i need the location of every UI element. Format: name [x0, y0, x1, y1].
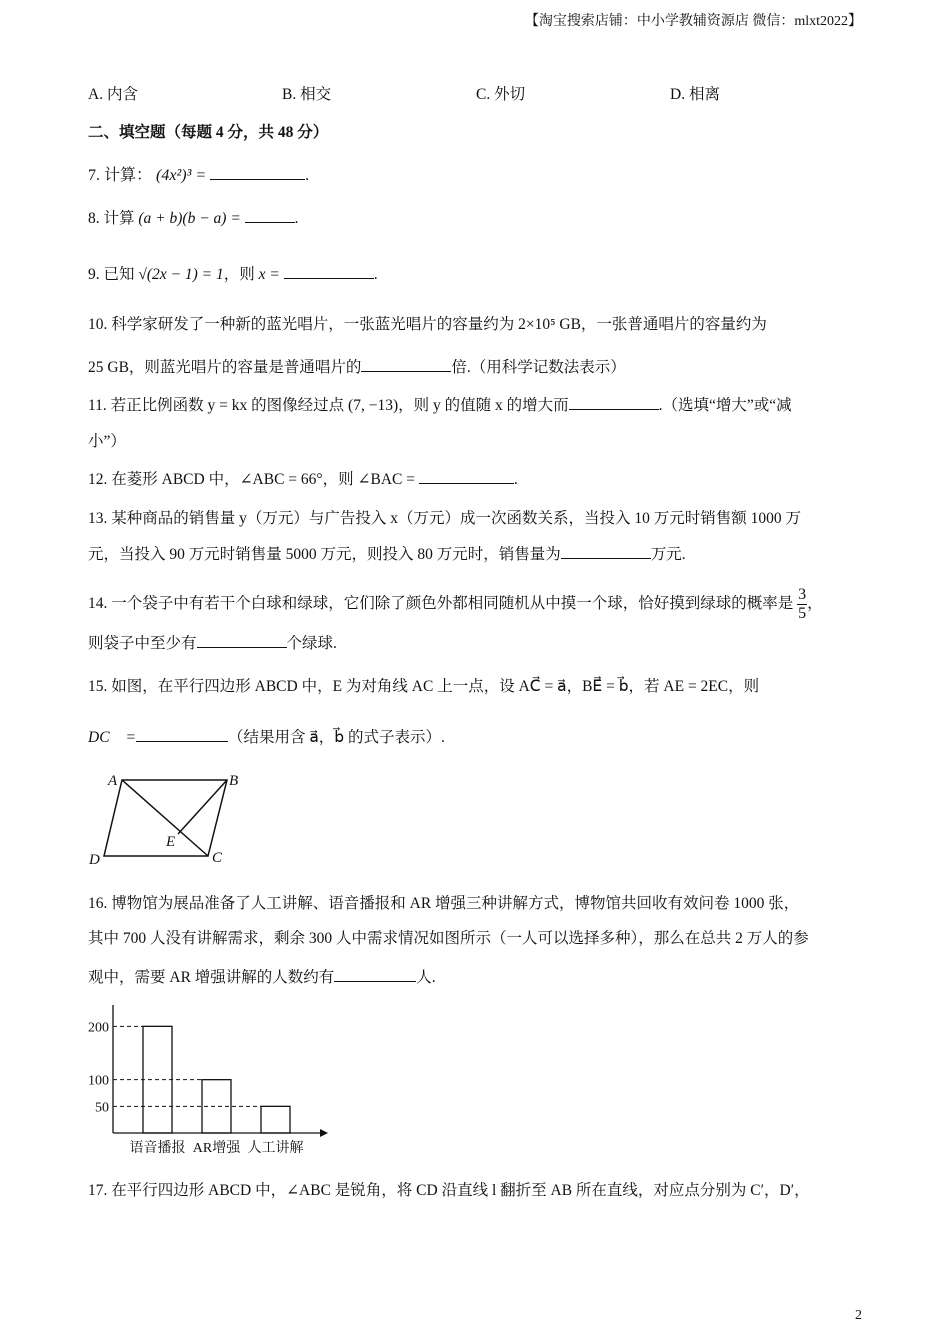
question-16-line2: 其中 700 人没有讲解需求，剩余 300 人中需求情况如图所示（一人可以选择多种），那么在总共 2 万人的参: [88, 930, 809, 947]
question-11-line1: [88, 393, 792, 415]
diagonal-ac: [122, 780, 208, 856]
q15-expr: DC⃗ =: [88, 729, 136, 746]
option-c: C. 外切: [476, 86, 526, 103]
label-c: C: [212, 850, 223, 866]
question-11-line2: 小”）: [88, 433, 126, 450]
fraction: [797, 586, 807, 623]
label-b: B: [229, 773, 239, 789]
option-a: A. 内含: [88, 86, 138, 103]
q9-expr: √(2x − 1) = 1: [138, 266, 224, 283]
category-label: 人工讲解: [247, 1141, 304, 1156]
option-d: D. 相离: [670, 86, 720, 103]
q16-text: 观中，需要 AR 增强讲解的人数约有: [88, 969, 335, 986]
q9-text: 9. 已知: [88, 266, 135, 283]
question-10-line2: [88, 355, 626, 377]
answer-blank: [197, 633, 287, 648]
category-label: 语音播报: [129, 1141, 186, 1156]
bar-2: [261, 1106, 290, 1133]
q13-text: 元，当投入 90 万元时销售量 5000 万元，则投入 80 万元时，销售量为: [88, 546, 561, 563]
answer-blank: [245, 208, 295, 223]
answer-blank: [136, 727, 228, 742]
question-15-line1: 15. 如图，在平行四边形 ABCD 中，E 为对角线 AC 上一点，设 AC⃗ = a⃗，BE⃗ = b⃗，若 AE = 2EC，则: [88, 678, 760, 695]
q8-expr: (a + b)(b − a) =: [138, 210, 241, 227]
question-14-line2: [88, 631, 337, 653]
question-17-line1: 17. 在平行四边形 ABCD 中，∠ABC 是锐角，将 CD 沿直线 l 翻折至 AB 所在直线，对应点分别为 C′，D′，: [88, 1182, 810, 1199]
q15-text-end: （结果用含 a⃗，b⃗ 的式子表示）.: [227, 729, 445, 746]
q10-text-end: 倍.（用科学记数法表示）: [451, 359, 626, 376]
option-b: B. 相交: [282, 86, 332, 103]
q14-comma: ，: [807, 595, 823, 613]
denominator: 5: [798, 605, 807, 622]
q14-text-2: 则袋子中至少有: [88, 635, 197, 652]
q7-text: 7. 计算：: [88, 167, 153, 184]
question-16-line3: [88, 965, 436, 987]
q9-post: .: [373, 266, 378, 283]
question-7: [88, 162, 309, 185]
q12-post: .: [513, 471, 518, 488]
y-tick-label: 50: [95, 1100, 109, 1116]
answer-blank: [569, 395, 659, 410]
label-e: E: [166, 834, 176, 850]
answer-blank: [334, 967, 416, 982]
q13-text-end: 万元.: [650, 546, 686, 563]
page-header: 【淘宝搜索店铺：中小学教辅资源店 微信：mlxt2022】: [524, 14, 862, 29]
label-d: D: [89, 852, 100, 868]
bar-chart: [80, 1000, 340, 1172]
category-label: AR增强: [192, 1141, 241, 1156]
numerator: 3: [798, 586, 807, 603]
question-9: [88, 262, 378, 284]
q9-mid: ，则: [223, 266, 255, 283]
question-8: [88, 206, 299, 228]
y-tick-label: 100: [88, 1073, 109, 1089]
q11-text-end: .（选填“增大”或“减: [658, 397, 792, 414]
answer-blank: [361, 357, 451, 372]
parallelogram-figure: [80, 760, 260, 872]
answer-blank: [419, 469, 514, 484]
question-14-line1: [88, 586, 823, 623]
q14-text-end: 个绿球.: [286, 635, 337, 652]
y-tick-label: 200: [88, 1020, 109, 1036]
answer-blank: [561, 544, 651, 559]
question-10-line1: 10. 科学家研发了一种新的蓝光唱片，一张蓝光唱片的容量约为 2×10⁵ GB，一张普通唱片的容量约为: [88, 316, 767, 333]
answer-blank: [210, 165, 305, 180]
q9-expr2: x =: [258, 266, 280, 283]
q11-text: 11. 若正比例函数 y = kx 的图像经过点 (7, −13)，则 y 的值随 x 的增大而: [88, 397, 569, 414]
q8-text: 8. 计算: [88, 210, 135, 227]
label-a: A: [108, 773, 118, 789]
question-13-line1: 13. 某种商品的销售量 y（万元）与广告投入 x（万元）成一次函数关系，当投入 10 万元时销售额 1000 万: [88, 510, 802, 527]
q8-post: .: [294, 210, 299, 227]
x-axis-arrow-icon: [320, 1129, 328, 1137]
question-16-line1: 16. 博物馆为展品准备了人工讲解、语音播报和 AR 增强三种讲解方式，博物馆共回收有效问卷 1000 张，: [88, 895, 800, 912]
q16-text-end: 人.: [416, 969, 436, 986]
q10-text: 25 GB，则蓝光唱片的容量是普通唱片的: [88, 359, 362, 376]
answer-blank: [284, 264, 374, 279]
section-title: 二、填空题（每题 4 分，共 48 分）: [88, 124, 329, 141]
q12-text: 12. 在菱形 ABCD 中，∠ABC = 66°，则 ∠BAC =: [88, 471, 415, 488]
question-12: [88, 467, 518, 489]
page-number: 2: [855, 1308, 862, 1323]
question-13-line2: [88, 542, 686, 564]
q7-post: .: [305, 167, 310, 184]
question-15-line2: [88, 725, 445, 747]
q7-expr: (4x²)³ =: [156, 167, 207, 184]
q14-text: 14. 一个袋子中有若干个白球和绿球，它们除了颜色外都相同随机从中摸一个球，恰好摸到绿球的概率是: [88, 595, 794, 613]
